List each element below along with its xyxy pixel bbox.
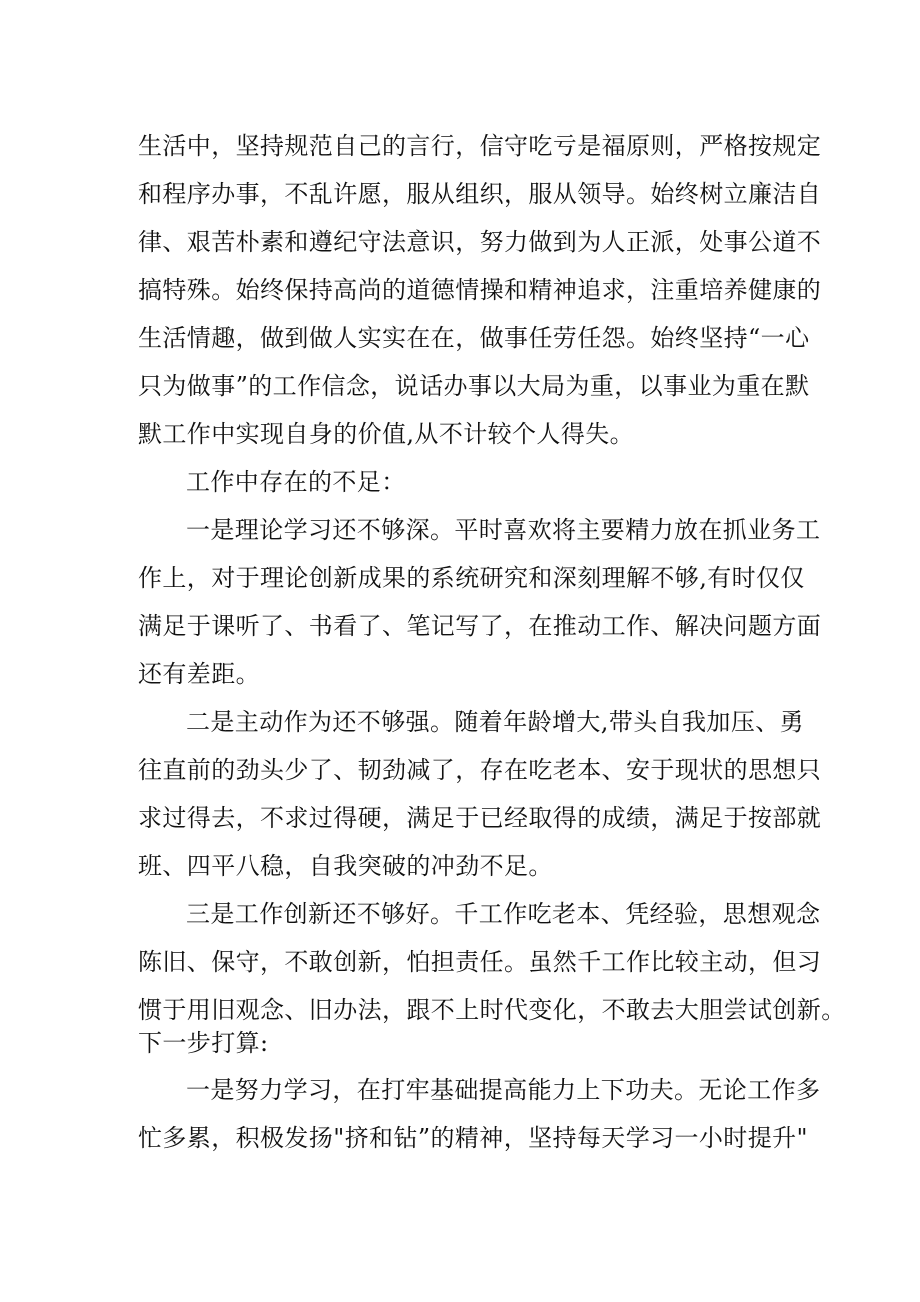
text-line: 满足于课听了、书看了、笔记写了，在推动工作、解决问题方面 [138, 612, 822, 640]
text-line: 陈旧、保守，不敢创新，怕担责任。虽然千工作比较主动，但习 [138, 948, 822, 976]
text-line: 和程序办事，不乱许愿，服从组织，服从领导。始终树立廉洁自 [138, 180, 822, 208]
paragraph-start: 二是主动作为还不够强。随着年龄增大,带头自我加压、勇 [186, 708, 805, 736]
text-line: 搞特殊。始终保持高尚的道德情操和精神追求，注重培养健康的 [138, 276, 822, 304]
text-line: 还有差距。 [138, 660, 260, 688]
text-line: 班、四平八稳，自我突破的冲劲不足。 [138, 852, 553, 880]
text-line: 默工作中实现自身的价值,从不计较个人得失。 [138, 420, 635, 448]
text-line: 律、艰苦朴素和遵纪守法意识，努力做到为人正派，处事公道不 [138, 228, 822, 256]
paragraph-start: 三是工作创新还不够好。千工作吃老本、凭经验，思想观念 [186, 900, 821, 928]
text-line: 求过得去，不求过得硬，满足于已经取得的成绩，满足于按部就 [138, 804, 822, 832]
text-line: 往直前的劲头少了、韧劲减了，存在吃老本、安于现状的思想只 [138, 756, 822, 784]
paragraph-start: 一是理论学习还不够深。平时喜欢将主要精力放在抓业务工 [186, 516, 821, 544]
text-line: 生活中，坚持规范自己的言行，信守吃亏是福原则，严格按规定 [138, 132, 822, 160]
body-text [138, 122, 846, 1162]
paragraph-start: 一是努力学习，在打牢基础提高能力上下功夫。无论工作多 [186, 1076, 821, 1104]
text-line: 忙多累，积极发扬"挤和钻”的精神，坚持每天学习一小时提升" [138, 1124, 808, 1152]
text-line: 生活情趣，做到做人实实在在，做事任劳任怨。始终坚持“一心 [138, 324, 810, 352]
section-heading-shortcomings: 工作中存在的不足： [186, 468, 406, 496]
text-line: 作上，对于理论创新成果的系统研究和深刻理解不够,有时仅仅 [138, 564, 805, 592]
text-line: 惯于用旧观念、旧办法，跟不上时代变化，不敢去大胆尝试创新。 [138, 996, 846, 1024]
text-line: 只为做事”的工作信念，说话办事以大局为重，以事业为重在默 [138, 372, 810, 400]
section-heading-next-steps: 下一步打算: [138, 1029, 269, 1057]
